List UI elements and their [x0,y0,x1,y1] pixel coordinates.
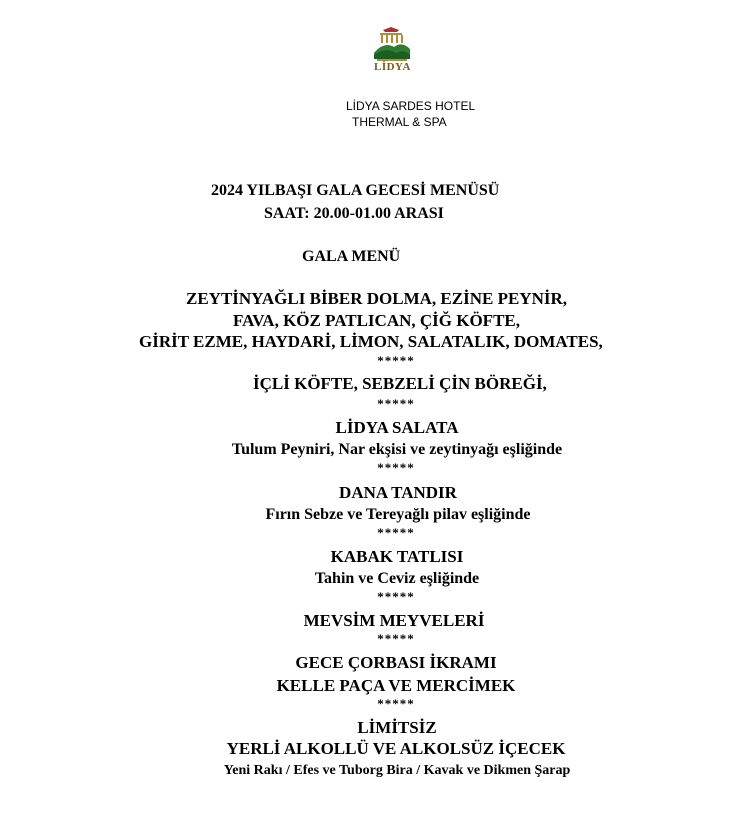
separator: ***** [377,460,415,475]
fruits-title: MEVSİM MEYVELERİ [303,611,485,630]
main-course-title: DANA TANDIR [339,483,457,502]
separator: ***** [377,525,415,540]
night-soup-title: GECE ÇORBASI İKRAMI [295,653,497,672]
hotel-name-line1: LİDYA SARDES HOTEL [346,99,476,113]
separator: ***** [377,696,415,711]
appetizers-line-2: FAVA, KÖZ PATLICAN, ÇİĞ KÖFTE, [233,311,520,330]
drinks-subtitle: YERLİ ALKOLLÜ VE ALKOLSÜZ İÇECEK [226,739,566,758]
night-soup-description: KELLE PAÇA VE MERCİMEK [276,676,516,695]
separator: ***** [377,589,415,604]
separator: ***** [377,631,415,646]
logo-wordmark: LİDYA [374,61,411,73]
drinks-title: LİMİTSİZ [357,718,437,737]
event-time: SAAT: 20.00-01.00 ARASI [264,205,444,222]
drinks-list: Yeni Rakı / Efes ve Tuborg Bira / Kavak ve Dikmen Şarap [223,763,571,778]
salad-title: LİDYA SALATA [335,418,459,437]
hot-starters: İÇLİ KÖFTE, SEBZELİ ÇİN BÖREĞİ, [253,374,547,393]
menu-label: GALA MENÜ [302,248,401,265]
appetizers-line-3: GİRİT EZME, HAYDARİ, LİMON, SALATALIK, DOMATES, [139,332,603,351]
dessert-description: Tahin ve Ceviz eşliğinde [314,570,480,587]
dessert-title: KABAK TATLISI [330,547,464,566]
salad-description: Tulum Peyniri, Nar ekşisi ve zeytinyağı eşliğinde [231,441,563,458]
hotel-name-line2: THERMAL & SPA [352,115,447,129]
menu-title: 2024 YILBAŞI GALA GECESİ MENÜSÜ [211,182,500,199]
separator: ***** [377,396,415,411]
separator: ***** [377,353,415,368]
main-course-description: Fırın Sebze ve Tereyağlı pilav eşliğinde [265,506,531,523]
hotel-logo [368,27,414,77]
appetizers-line-1: ZEYTİNYAĞLI BİBER DOLMA, EZİNE PEYNİR, [186,289,568,308]
